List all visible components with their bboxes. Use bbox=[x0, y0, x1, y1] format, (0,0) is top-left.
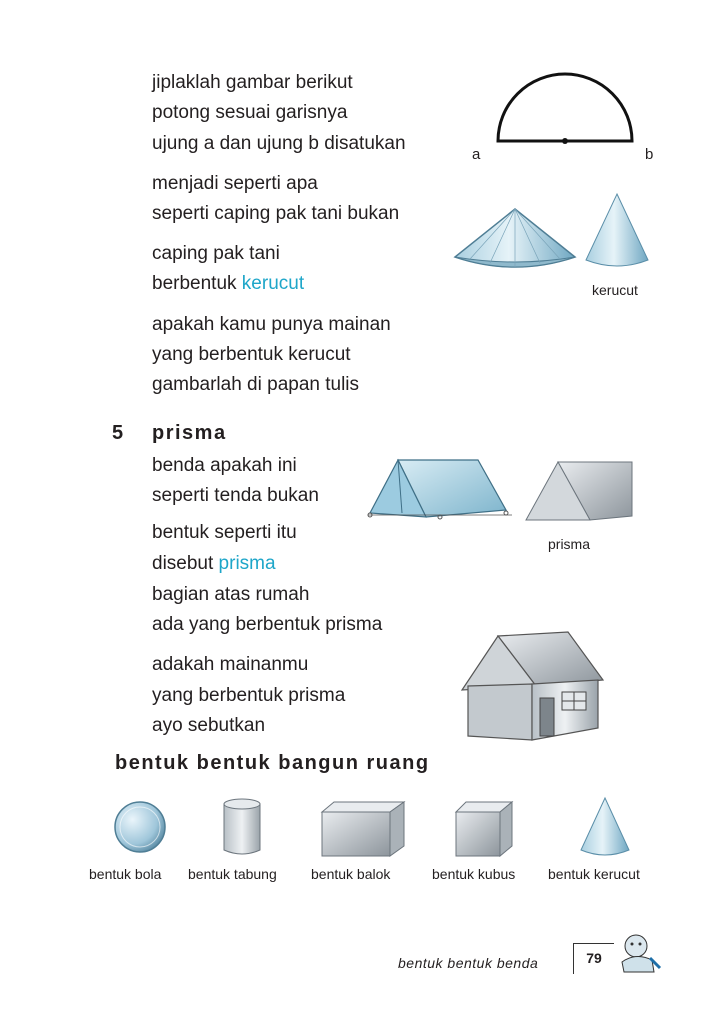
house-image bbox=[458, 628, 608, 743]
text-line: potong sesuai garisnya bbox=[152, 102, 348, 123]
cube-image bbox=[452, 800, 518, 858]
cone-image bbox=[582, 192, 652, 272]
text-line: adakah mainanmu bbox=[152, 654, 309, 675]
semicircle-template bbox=[490, 68, 640, 148]
text-line bbox=[152, 273, 304, 295]
cone-label: kerucut bbox=[592, 282, 638, 298]
text-line: bentuk seperti itu bbox=[152, 522, 297, 543]
text-line: yang berbentuk prisma bbox=[152, 685, 346, 706]
label-kubus: bentuk kubus bbox=[432, 866, 516, 882]
label-balok: bentuk balok bbox=[311, 866, 391, 882]
caping-hat-image bbox=[450, 205, 580, 280]
text-span: berbentuk bbox=[152, 273, 242, 294]
label-b: b bbox=[645, 146, 654, 163]
text-span: disebut bbox=[152, 553, 219, 574]
text-line: apakah kamu punya mainan bbox=[152, 314, 391, 335]
text-line: gambarlah di papan tulis bbox=[152, 374, 360, 395]
footer-title: bentuk bentuk benda bbox=[398, 955, 539, 971]
text-line: ayo sebutkan bbox=[152, 715, 266, 736]
text-line: benda apakah ini bbox=[152, 455, 297, 476]
sphere-image bbox=[113, 798, 167, 856]
text-line: bagian atas rumah bbox=[152, 584, 310, 605]
text-line: ujung a dan ujung b disatukan bbox=[152, 133, 406, 154]
cuboid-image bbox=[318, 800, 408, 858]
small-cone-image bbox=[577, 796, 633, 860]
tent-image bbox=[366, 455, 514, 525]
section-heading: prisma bbox=[152, 422, 227, 444]
prism-label: prisma bbox=[548, 536, 591, 552]
text-line: seperti tenda bukan bbox=[152, 485, 319, 506]
prism-image bbox=[520, 458, 640, 528]
text-line: yang berbentuk kerucut bbox=[152, 344, 351, 365]
keyword-kerucut: kerucut bbox=[241, 273, 305, 294]
mascot-icon bbox=[614, 928, 664, 976]
cylinder-image bbox=[220, 796, 264, 858]
text-line bbox=[152, 553, 276, 575]
page-number-box bbox=[573, 943, 614, 974]
page-number: 79 bbox=[586, 950, 602, 966]
text-line: jiplaklah gambar berikut bbox=[152, 72, 353, 93]
label-a: a bbox=[472, 146, 481, 163]
text-line: ada yang berbentuk prisma bbox=[152, 614, 383, 635]
label-kerucut: bentuk kerucut bbox=[548, 866, 640, 882]
shapes-heading: bentuk bentuk bangun ruang bbox=[115, 752, 430, 774]
keyword-prisma: prisma bbox=[218, 553, 276, 574]
text-line: caping pak tani bbox=[152, 243, 280, 264]
text-line: menjadi seperti apa bbox=[152, 173, 318, 194]
label-bola: bentuk bola bbox=[89, 866, 162, 882]
item-number: 5 bbox=[112, 422, 124, 444]
label-tabung: bentuk tabung bbox=[188, 866, 277, 882]
text-line: seperti caping pak tani bukan bbox=[152, 203, 400, 224]
